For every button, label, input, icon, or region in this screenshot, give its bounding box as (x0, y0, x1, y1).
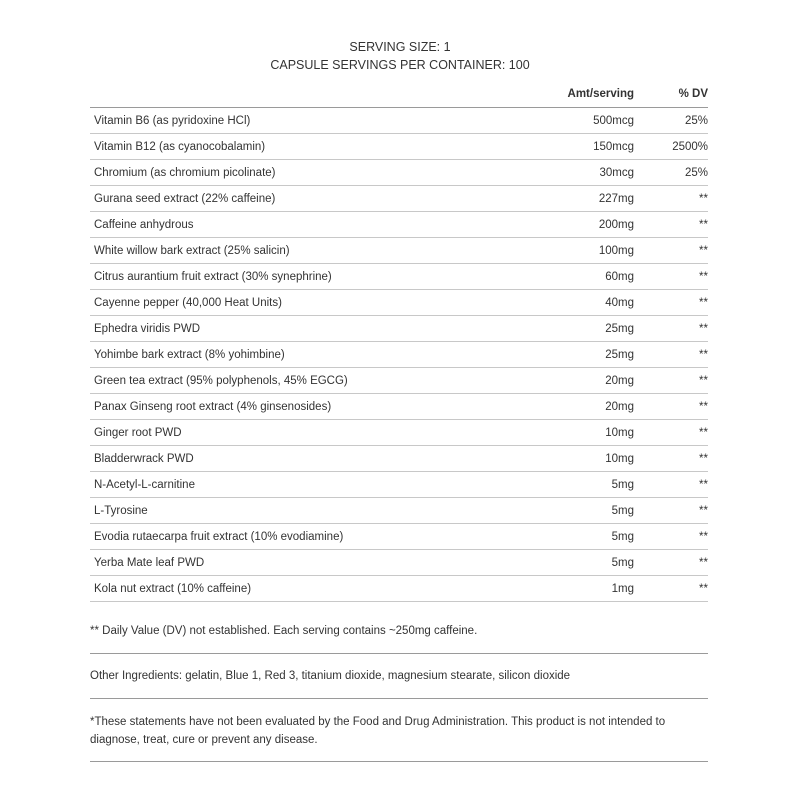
table-row (90, 394, 708, 420)
table-row (90, 264, 708, 290)
nutrient-dv: ** (699, 348, 708, 361)
nutrient-amount: 5mg (611, 504, 634, 517)
divider (90, 761, 708, 762)
table-row (90, 498, 708, 524)
nutrient-name: Yerba Mate leaf PWD (94, 556, 205, 569)
table-row (90, 420, 708, 446)
table-row (90, 342, 708, 368)
nutrient-dv: ** (699, 400, 708, 413)
nutrient-dv: ** (699, 504, 708, 517)
nutrient-name: Vitamin B6 (as pyridoxine HCl) (94, 114, 251, 127)
table-header-row (90, 80, 708, 108)
nutrient-name: Evodia rutaecarpa fruit extract (10% evodiamine) (94, 530, 344, 543)
nutrient-name: Bladderwrack PWD (94, 452, 194, 465)
nutrient-name: White willow bark extract (25% salicin) (94, 244, 290, 257)
nutrient-table (90, 80, 708, 602)
nutrient-name: Caffeine anhydrous (94, 218, 194, 231)
nutrient-amount: 150mcg (593, 140, 634, 153)
nutrient-amount: 100mg (598, 244, 634, 257)
nutrient-dv: ** (699, 322, 708, 335)
nutrient-amount: 500mcg (593, 114, 634, 127)
nutrient-amount: 40mg (605, 296, 634, 309)
serving-size: SERVING SIZE: 1 (349, 40, 451, 54)
nutrient-amount: 10mg (605, 426, 634, 439)
table-row (90, 212, 708, 238)
table-row (90, 524, 708, 550)
nutrient-dv: ** (699, 452, 708, 465)
table-row (90, 160, 708, 186)
nutrient-name: Panax Ginseng root extract (4% ginsenosides) (94, 400, 332, 413)
table-row (90, 576, 708, 602)
table-row (90, 108, 708, 134)
fda-disclaimer: *These statements have not been evaluated by the Food and Drug Administration. This product is not intended to diagnose, treat, cure or prevent any disease. (90, 716, 666, 746)
nutrient-dv: ** (699, 218, 708, 231)
servings-per-container: CAPSULE SERVINGS PER CONTAINER: 100 (270, 58, 530, 72)
nutrient-amount: 20mg (605, 374, 634, 387)
nutrient-name: Green tea extract (95% polyphenols, 45% EGCG) (94, 374, 348, 387)
table-row (90, 186, 708, 212)
nutrient-dv: ** (699, 426, 708, 439)
serving-header (0, 38, 800, 74)
table-row (90, 316, 708, 342)
nutrient-dv: ** (699, 582, 708, 595)
nutrient-name: L-Tyrosine (94, 504, 148, 517)
nutrient-amount: 227mg (598, 192, 634, 205)
nutrient-name: N-Acetyl-L-carnitine (94, 478, 195, 491)
nutrient-amount: 5mg (611, 556, 634, 569)
table-row (90, 550, 708, 576)
nutrient-amount: 5mg (611, 530, 634, 543)
other-ingredients: Other Ingredients: gelatin, Blue 1, Red 3, titanium dioxide, magnesium stearate, silicon dioxide (90, 670, 571, 682)
nutrient-amount: 25mg (605, 348, 634, 361)
nutrient-dv: 25% (684, 114, 708, 127)
table-row (90, 368, 708, 394)
dv-footnote: ** Daily Value (DV) not established. Each serving contains ~250mg caffeine. (90, 625, 478, 637)
nutrient-name: Vitamin B12 (as cyanocobalamin) (94, 140, 266, 153)
nutrient-name: Cayenne pepper (40,000 Heat Units) (94, 296, 282, 309)
table-row (90, 134, 708, 160)
nutrient-dv: ** (699, 530, 708, 543)
nutrient-name: Yohimbe bark extract (8% yohimbine) (94, 348, 285, 361)
nutrient-dv: 2500% (672, 140, 708, 153)
nutrient-dv: ** (699, 270, 708, 283)
nutrient-name: Ginger root PWD (94, 426, 182, 439)
nutrient-name: Kola nut extract (10% caffeine) (94, 582, 252, 595)
nutrient-amount: 30mcg (599, 166, 634, 179)
nutrient-dv: ** (699, 556, 708, 569)
divider (90, 653, 708, 654)
nutrient-name: Citrus aurantium fruit extract (30% synephrine) (94, 270, 332, 283)
nutrient-dv: ** (699, 244, 708, 257)
table-row (90, 238, 708, 264)
dv-column-header: % DV (678, 87, 708, 100)
table-row (90, 472, 708, 498)
nutrient-amount: 1mg (611, 582, 634, 595)
nutrient-dv: ** (699, 478, 708, 491)
nutrient-amount: 20mg (605, 400, 634, 413)
amount-column-header: Amt/serving (567, 87, 634, 100)
table-body (90, 108, 708, 602)
nutrient-amount: 25mg (605, 322, 634, 335)
nutrient-name: Chromium (as chromium picolinate) (94, 166, 276, 179)
divider (90, 698, 708, 699)
nutrient-name: Ephedra viridis PWD (94, 322, 201, 335)
nutrient-dv: ** (699, 296, 708, 309)
table-row (90, 446, 708, 472)
nutrient-amount: 10mg (605, 452, 634, 465)
nutrient-name: Gurana seed extract (22% caffeine) (94, 192, 276, 205)
nutrient-dv: ** (699, 374, 708, 387)
nutrient-dv: ** (699, 192, 708, 205)
nutrient-amount: 200mg (598, 218, 634, 231)
table-row (90, 290, 708, 316)
nutrient-dv: 25% (684, 166, 708, 179)
nutrient-amount: 60mg (605, 270, 634, 283)
nutrient-amount: 5mg (611, 478, 634, 491)
